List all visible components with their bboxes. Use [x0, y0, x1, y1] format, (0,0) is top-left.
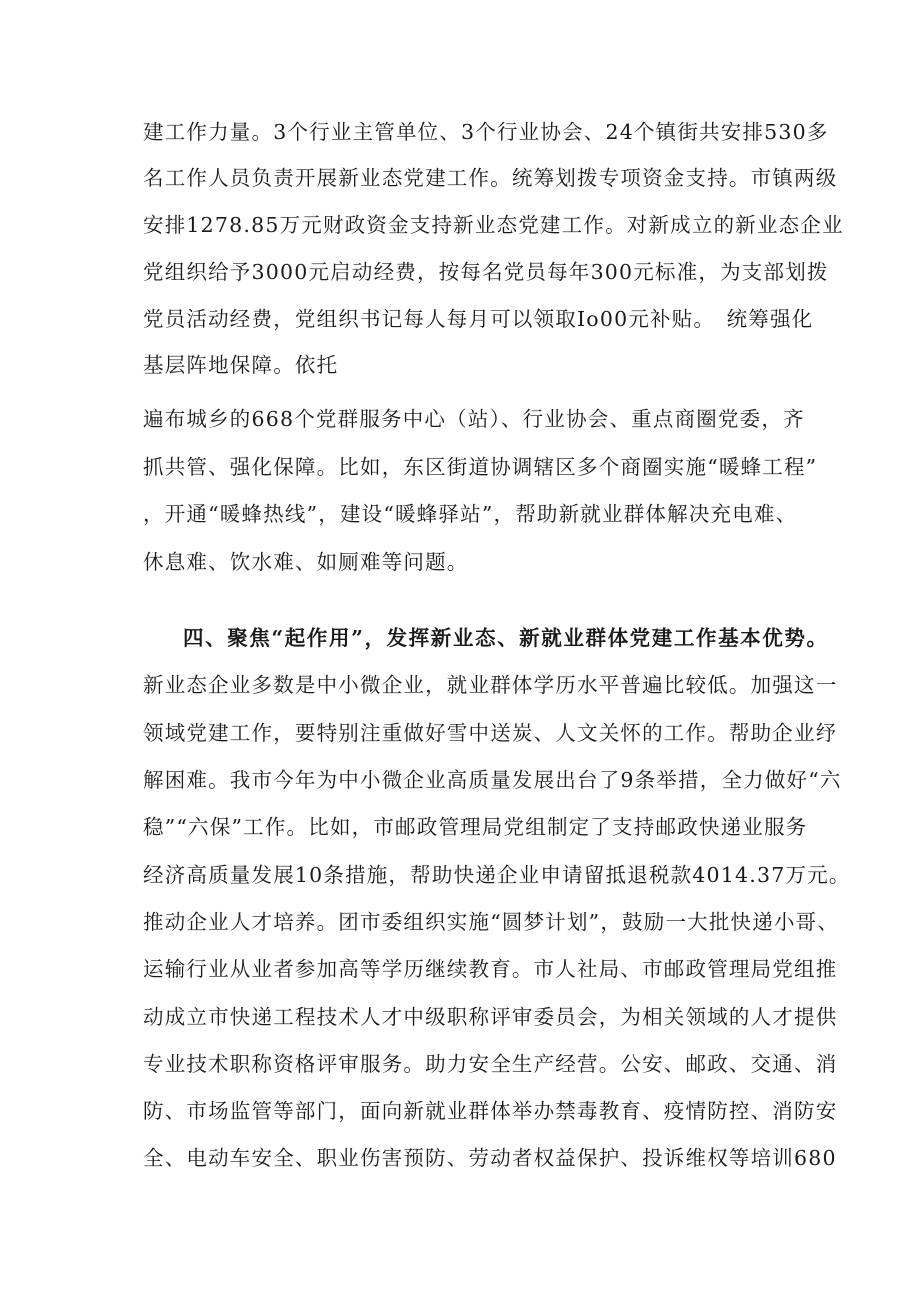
- paragraph-line: 防、市场监管等部门，面向新就业群体举办禁毒教育、疫情防控、消防安: [143, 1099, 838, 1123]
- paragraph-line: 名工作人员负责开展新业态党建工作。统筹划拨专项资金支持。市镇两级: [143, 166, 838, 190]
- paragraph-line: 建工作力量。3个行业主管单位、3个行业协会、24个镇街共安排530多: [143, 120, 829, 144]
- paragraph-line: 休息难、饮水难、如厕难等问题。: [143, 550, 469, 574]
- paragraph-line: 推动企业人才培养。团市委组织实施“圆梦计划”，鼓励一大批快递小哥、: [143, 910, 840, 934]
- paragraph-line: 新业态企业多数是中小微企业，就业群体学历水平普遍比较低。加强这一: [143, 673, 838, 697]
- paragraph-line: 遍布城乡的668个党群服务中心（站）、行业协会、重点商圈党委，齐: [143, 407, 805, 431]
- paragraph-line: 安排1278.85万元财政资金支持新业态党建工作。对新成立的新业态企业: [143, 213, 844, 237]
- paragraph-line: 基层阵地保障。依托: [143, 353, 339, 377]
- paragraph-line: 经济高质量发展10条措施，帮助快递企业申请留抵退税款4014.37万元。: [143, 863, 851, 887]
- paragraph-line: ，开通“暖蜂热线”，建设“暖蜂驿站”，帮助新就业群体解决充电难、: [143, 502, 798, 526]
- paragraph-line: 稳”“六保”工作。比如，市邮政管理局党组制定了支持邮政快递业服务: [143, 815, 808, 839]
- paragraph-line: 党员活动经费，党组织书记每人每月可以领取Io00元补贴。 统筹强化: [143, 307, 814, 331]
- paragraph-line: 抓共管、强化保障。比如，东区街道协调辖区多个商圈实施“暖蜂工程”: [143, 455, 818, 479]
- section-heading: 四、聚焦“起作用”，发挥新业态、新就业群体党建工作基本优势。: [183, 626, 829, 650]
- paragraph-line: 全、电动车安全、职业伤害预防、劳动者权益保护、投诉维权等培训680: [143, 1146, 837, 1170]
- paragraph-line: 党组织给予3000元启动经费，按每名党员每年300元标准，为支部划拨: [143, 260, 829, 284]
- paragraph-line: 运输行业从业者参加高等学历继续教育。市人社局、市邮政管理局党组推: [143, 957, 838, 981]
- paragraph-line: 解困难。我市今年为中小微企业高质量发展出台了9条举措，全力做好“六: [143, 768, 842, 792]
- paragraph-line: 领域党建工作，要特别注重做好雪中送炭、人文关怀的工作。帮助企业纾: [143, 721, 838, 745]
- paragraph-line: 专业技术职称资格评审服务。助力安全生产经营。公安、邮政、交通、消: [143, 1052, 838, 1076]
- paragraph-line: 动成立市快递工程技术人才中级职称评审委员会，为相关领域的人才提供: [143, 1005, 838, 1029]
